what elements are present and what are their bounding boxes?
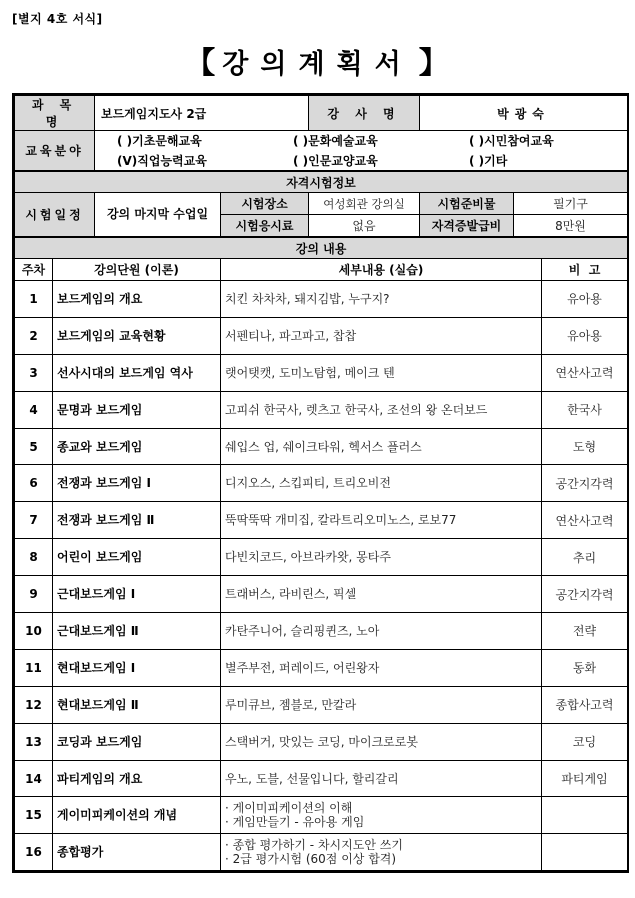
title-bracket-open: 【 — [185, 46, 217, 81]
table-row — [15, 686, 628, 723]
lecture-detail: 고피쉬 한국사, 렛츠고 한국사, 조선의 왕 온더보드 — [221, 391, 542, 428]
exam-date-value: 강의 마지막 수업일 — [95, 193, 221, 237]
week-number: 5 — [15, 428, 53, 465]
lecture-column-headers — [15, 259, 628, 281]
week-number: 12 — [15, 686, 53, 723]
lecture-note: 공간지각력 — [542, 465, 628, 502]
table-row — [15, 539, 628, 576]
lecture-unit: 근대보드게임 Ⅱ — [53, 613, 221, 650]
exam-section-header — [15, 172, 628, 193]
cert-fee-label: 자격증발급비 — [420, 215, 514, 237]
exam-fee-value: 없음 — [309, 215, 420, 237]
lecture-unit: 코딩과 보드게임 — [53, 723, 221, 760]
lecture-unit: 현대보드게임 Ⅱ — [53, 686, 221, 723]
category-row — [15, 131, 628, 171]
exam-section-title: 자격시험정보 — [15, 172, 628, 193]
header-note: 비 고 — [542, 259, 628, 281]
lecture-detail: 랫어탯캣, 도미노탐험, 메이크 텐 — [221, 354, 542, 391]
lecture-detail: 다빈치코드, 아브라카왓, 몽타주 — [221, 539, 542, 576]
lecture-detail: 우노, 도블, 선물입니다, 할리갈리 — [221, 760, 542, 797]
lecture-note: 종합사고력 — [542, 686, 628, 723]
week-number: 6 — [15, 465, 53, 502]
table-row — [15, 428, 628, 465]
week-number: 14 — [15, 760, 53, 797]
lecture-detail: 루미큐브, 젬블로, 만칼라 — [221, 686, 542, 723]
lecture-detail: 치킨 차차차, 돼지김밥, 누구지? — [221, 281, 542, 318]
lecture-unit: 어린이 보드게임 — [53, 539, 221, 576]
table-row — [15, 281, 628, 318]
lecture-unit: 전쟁과 보드게임 Ⅰ — [53, 465, 221, 502]
lecture-detail: 뚝딱뚝딱 개미집, 칼라트리오미노스, 로보77 — [221, 502, 542, 539]
lecture-detail: 트래버스, 라비린스, 픽셀 — [221, 576, 542, 613]
lecture-note: 코딩 — [542, 723, 628, 760]
table-row — [15, 834, 628, 871]
week-number: 10 — [15, 613, 53, 650]
lecture-detail: 서펜티나, 파고파고, 찹찹 — [221, 317, 542, 354]
course-row — [15, 96, 628, 131]
exam-supplies-value: 필기구 — [514, 193, 628, 215]
header-week: 주차 — [15, 259, 53, 281]
category-option-basic-literacy: ( )기초문해교육 — [117, 134, 202, 148]
lecture-note: 유아용 — [542, 317, 628, 354]
category-option-humanities: ( )인문교양교육 — [293, 154, 378, 168]
lecture-section-header — [15, 238, 628, 259]
title-text: 강의계획서 — [222, 49, 413, 80]
course-name-label: 과 목 명 — [15, 96, 95, 131]
week-number: 16 — [15, 834, 53, 871]
plan-form — [12, 93, 629, 873]
exam-date-label: 시험일정 — [15, 193, 95, 237]
category-option-culture-arts: ( )문화예술교육 — [293, 134, 378, 148]
lecture-note — [542, 797, 628, 834]
exam-place-value: 여성회관 강의실 — [309, 193, 420, 215]
lecture-unit: 파티게임의 개요 — [53, 760, 221, 797]
exam-row-1 — [15, 193, 628, 215]
week-number: 7 — [15, 502, 53, 539]
lecture-unit: 현대보드게임 Ⅰ — [53, 649, 221, 686]
instructor-value: 박광숙 — [420, 96, 628, 131]
lecture-note: 한국사 — [542, 391, 628, 428]
table-row — [15, 502, 628, 539]
lecture-detail: 스택버거, 맛있는 코딩, 마이크로로봇 — [221, 723, 542, 760]
category-option-civic: ( )시민참여교육 — [469, 134, 554, 148]
lecture-unit: 전쟁과 보드게임 Ⅱ — [53, 502, 221, 539]
category-grid — [99, 132, 623, 169]
lecture-rows — [15, 281, 628, 871]
title-bracket-close: 】 — [418, 46, 450, 81]
course-info-table — [14, 95, 628, 171]
lecture-detail: 쉐입스 업, 쉐이크타워, 헥서스 플러스 — [221, 428, 542, 465]
lecture-note: 공간지각력 — [542, 576, 628, 613]
exam-fee-label: 시험응시료 — [221, 215, 309, 237]
table-row — [15, 317, 628, 354]
exam-place-label: 시험장소 — [221, 193, 309, 215]
lecture-note: 연산사고력 — [542, 502, 628, 539]
table-row — [15, 465, 628, 502]
form-code: [별지 4호 서식] — [12, 12, 103, 26]
category-options — [95, 131, 628, 171]
lecture-unit: 종합평가 — [53, 834, 221, 871]
lecture-unit: 보드게임의 개요 — [53, 281, 221, 318]
header-unit: 강의단원 (이론) — [53, 259, 221, 281]
lecture-note: 파티게임 — [542, 760, 628, 797]
lecture-detail: 카탄주니어, 슬리핑퀸즈, 노아 — [221, 613, 542, 650]
lecture-note: 도형 — [542, 428, 628, 465]
week-number: 3 — [15, 354, 53, 391]
lecture-detail: 별주부전, 퍼레이드, 어린왕자 — [221, 649, 542, 686]
document-title — [0, 38, 635, 82]
week-number: 9 — [15, 576, 53, 613]
week-number: 4 — [15, 391, 53, 428]
lecture-unit: 문명과 보드게임 — [53, 391, 221, 428]
table-row — [15, 797, 628, 834]
category-option-other: ( )기타 — [469, 154, 508, 168]
exam-supplies-label: 시험준비물 — [420, 193, 514, 215]
category-label: 교육분야 — [15, 131, 95, 171]
week-number: 15 — [15, 797, 53, 834]
table-row — [15, 760, 628, 797]
table-row — [15, 649, 628, 686]
exam-info-table — [14, 171, 628, 237]
week-number: 1 — [15, 281, 53, 318]
lecture-unit: 선사시대의 보드게임 역사 — [53, 354, 221, 391]
week-number: 8 — [15, 539, 53, 576]
lecture-note: 동화 — [542, 649, 628, 686]
lecture-section-title: 강의 내용 — [15, 238, 628, 259]
lecture-unit: 보드게임의 교육현황 — [53, 317, 221, 354]
table-row — [15, 354, 628, 391]
lecture-detail: 디지오스, 스킵피티, 트리오비전 — [221, 465, 542, 502]
table-row — [15, 723, 628, 760]
week-number: 11 — [15, 649, 53, 686]
lecture-detail: · 종합 평가하기 - 차시지도안 쓰기 · 2급 평가시험 (60점 이상 합격) — [221, 834, 542, 871]
cert-fee-value: 8만원 — [514, 215, 628, 237]
lecture-note: 연산사고력 — [542, 354, 628, 391]
table-row — [15, 576, 628, 613]
week-number: 2 — [15, 317, 53, 354]
course-name-value: 보드게임지도사 2급 — [95, 96, 309, 131]
category-option-vocational: (V)직업능력교육 — [117, 154, 207, 168]
instructor-label: 강 사 명 — [309, 96, 420, 131]
lecture-detail: · 게이미피케이션의 이해 · 게임만들기 - 유아용 게임 — [221, 797, 542, 834]
lecture-table — [14, 237, 628, 871]
lecture-note: 유아용 — [542, 281, 628, 318]
lecture-note — [542, 834, 628, 871]
lecture-note: 전략 — [542, 613, 628, 650]
lecture-unit: 종교와 보드게임 — [53, 428, 221, 465]
lecture-unit: 게이미피케이션의 개념 — [53, 797, 221, 834]
lecture-unit: 근대보드게임 Ⅰ — [53, 576, 221, 613]
table-row — [15, 613, 628, 650]
header-detail: 세부내용 (실습) — [221, 259, 542, 281]
lecture-note: 추리 — [542, 539, 628, 576]
week-number: 13 — [15, 723, 53, 760]
table-row — [15, 391, 628, 428]
